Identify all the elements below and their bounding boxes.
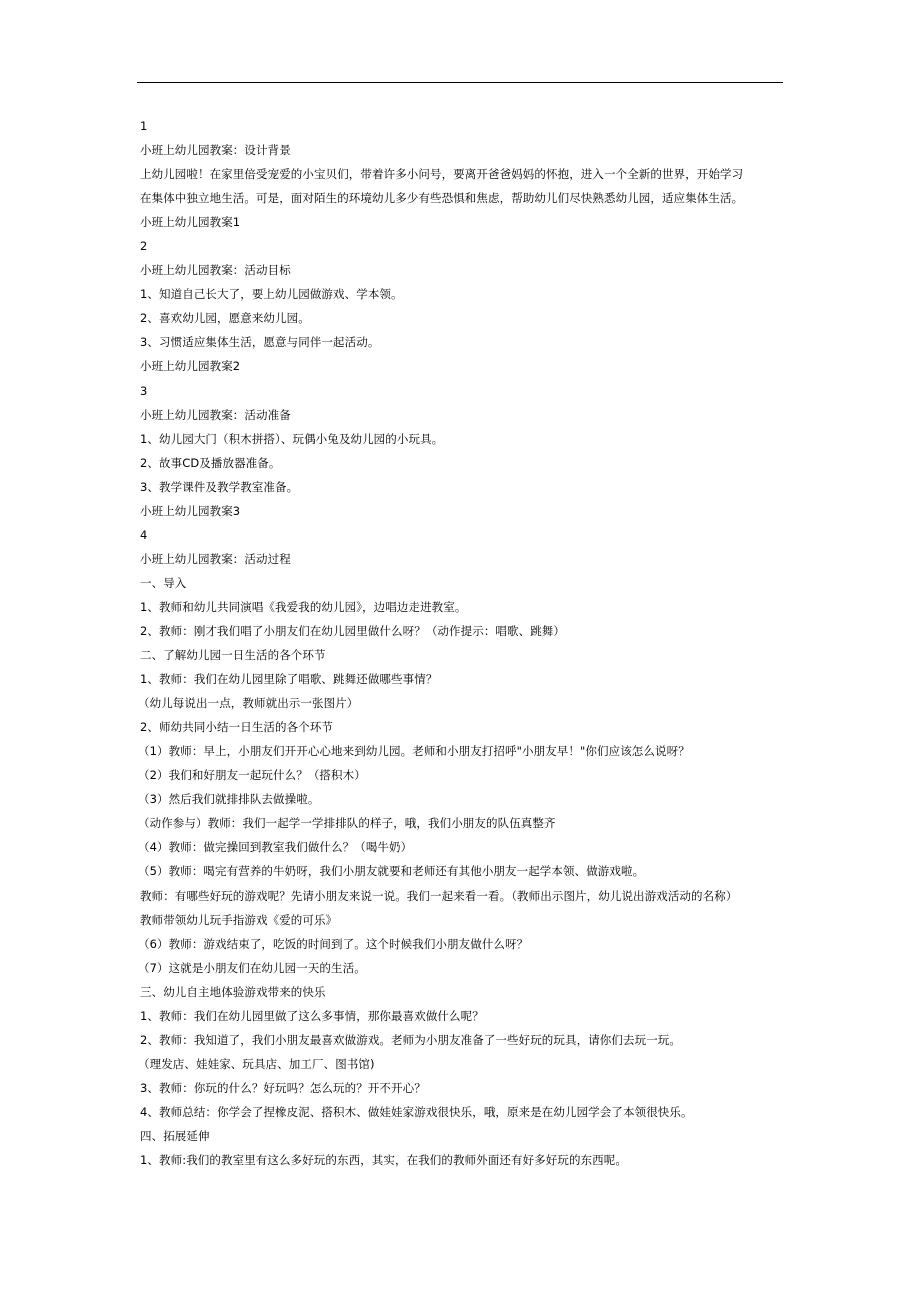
list-item: （2）我们和好朋友一起玩什么？（搭积木） [138, 768, 366, 783]
list-item: 2、喜欢幼儿园，愿意来幼儿园。 [140, 311, 310, 326]
list-item: 2、故事CD及播放器准备。 [140, 455, 281, 470]
list-item: （1）教师：早上，小朋友们开开心心地来到幼儿园。老师和小朋友打招呼"小朋友早！"你们应该怎么说呀？ [138, 744, 690, 759]
list-item: 3、习惯适应集体生活，愿意与同伴一起活动。 [140, 335, 380, 350]
list-item: （5）教师：喝完有营养的牛奶呀，我们小朋友就要和老师还有其他小朋友一起学本领、做游戏啦。 [138, 864, 645, 879]
body-text: 上幼儿园啦！在家里倍受宠爱的小宝贝们，带着许多小问号，要离开爸爸妈妈的怀抱，进入一个全新的世界，开始学习 [140, 167, 744, 182]
section-heading: 小班上幼儿园教案：活动目标 [140, 263, 291, 278]
subsection-heading: 一、导入 [140, 575, 187, 590]
list-item: 1、教师:我们的教室里有这么多好玩的东西，其实，在我们的教师外面还有好多好玩的东西呢。 [140, 1153, 627, 1168]
section-heading: 小班上幼儿园教案：活动过程 [140, 551, 291, 566]
header-rule [137, 82, 783, 83]
list-item: 1、知道自己长大了，要上幼儿园做游戏、学本领。 [140, 287, 403, 302]
list-item: 4、教师总结：你学会了捏橡皮泥、搭积木、做娃娃家游戏很快乐，哦，原来是在幼儿园学会了本领很快乐。 [140, 1104, 693, 1119]
subsection-heading: 四、拓展延伸 [140, 1128, 210, 1143]
list-item: （4）教师：做完操回到教室我们做什么？（喝牛奶） [138, 840, 413, 855]
section-heading: 小班上幼儿园教案：设计背景 [140, 143, 291, 158]
note-text: （理发店、娃娃家、玩具店、加工厂、图书馆) [138, 1056, 375, 1071]
list-item: 2、师幼共同小结一日生活的各个环节 [140, 720, 334, 735]
list-item: 1、教师和幼儿共同演唱《我爱我的幼儿园》，边唱边走进教室。 [140, 599, 467, 614]
document-body [140, 114, 790, 1172]
list-item: （7）这就是小朋友们在幼儿园一天的生活。 [138, 960, 366, 975]
list-item: 2、教师：刚才我们唱了小朋友们在幼儿园里做什么呀？（动作提示：唱歌、跳舞） [140, 623, 566, 638]
list-item: （6）教师：游戏结束了，吃饭的时间到了。这个时候我们小朋友做什么呀？ [138, 936, 529, 951]
subsection-heading: 三、幼儿自主地体验游戏带来的快乐 [140, 984, 326, 999]
list-item: （3）然后我们就排排队去做操啦。 [138, 792, 320, 807]
section-number: 3 [140, 383, 148, 398]
section-number: 4 [140, 527, 148, 542]
section-number: 2 [140, 239, 148, 254]
section-title: 小班上幼儿园教案1 [140, 215, 241, 230]
section-title: 小班上幼儿园教案2 [140, 359, 241, 374]
list-item: 1、幼儿园大门（积木拼搭）、玩偶小兔及幼儿园的小玩具。 [140, 431, 444, 446]
section-heading: 小班上幼儿园教案：活动准备 [140, 407, 291, 422]
body-text: 教师：有哪些好玩的游戏呢？先请小朋友来说一说。我们一起来看一看。（教师出示图片，幼儿说出游戏活动的名称） [140, 888, 738, 903]
list-item: 1、教师：我们在幼儿园里除了唱歌、跳舞还做哪些事情？ [140, 672, 438, 687]
section-number: 1 [140, 119, 148, 133]
list-item: 3、教师：你玩的什么？好玩吗？怎么玩的？开不开心？ [140, 1080, 426, 1095]
subsection-heading: 二、了解幼儿园一日生活的各个环节 [140, 648, 326, 663]
list-item: 3、教学课件及教学教室准备。 [140, 479, 299, 494]
note-text: （幼儿每说出一点，教师就出示一张图片） [138, 696, 359, 711]
section-title: 小班上幼儿园教案3 [140, 503, 241, 518]
body-text: 教师带领幼儿玩手指游戏《爱的可乐》 [140, 912, 338, 927]
list-item: 1、教师：我们在幼儿园里做了这么多事情，那你最喜欢做什么呢？ [140, 1008, 484, 1023]
list-item: 2、教师：我知道了，我们小朋友最喜欢做游戏。老师为小朋友准备了一些好玩的玩具，请你们去玩一玩。 [140, 1032, 682, 1047]
note-text: （动作参与）教师：我们一起学一学排排队的样子，哦，我们小朋友的队伍真整齐 [138, 816, 556, 831]
body-text: 在集体中独立地生活。可是，面对陌生的环境幼儿多少有些恐惧和焦虑，帮助幼儿们尽快熟悉幼儿园，适应集体生活。 [140, 191, 744, 206]
